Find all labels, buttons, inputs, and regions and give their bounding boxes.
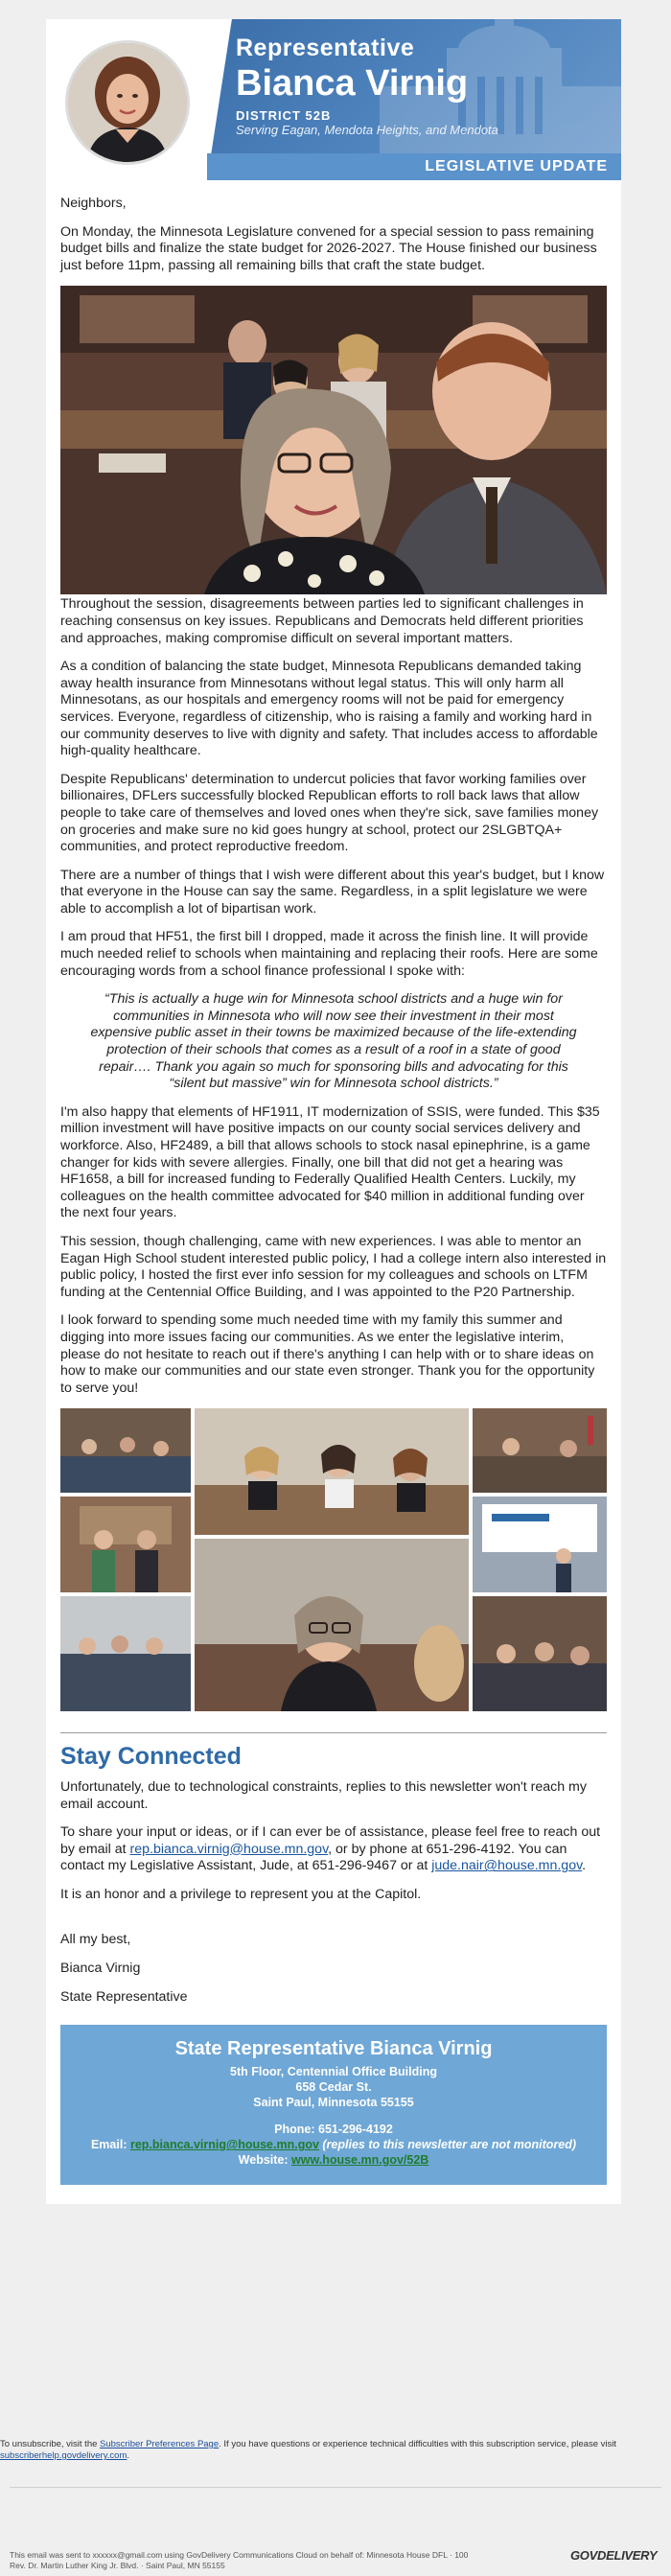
contact-address-line-3: Saint Paul, Minnesota 55155 bbox=[253, 2096, 414, 2110]
contact-address-line-2: 658 Cedar St. bbox=[295, 2080, 372, 2095]
photo-collage bbox=[60, 1408, 607, 1711]
subscriber-help-link[interactable]: subscriberhelp.govdelivery.com bbox=[0, 2450, 127, 2461]
contact-email-link[interactable]: rep.bianca.virnig@house.mn.gov bbox=[129, 2138, 319, 2152]
stay-connected-heading: Stay Connected bbox=[60, 1743, 242, 1771]
serving-area: Serving Eagan, Mendota Heights, and Mendota bbox=[236, 123, 498, 137]
selfie-photo bbox=[60, 286, 607, 594]
paragraph-bipartisan: There are a number of things that I wish were different about this year's budget, but I know that everyone in the House can say the same. Regardless, in a split legislature we were able to accomplish a lot of bipartisan work. bbox=[60, 867, 605, 917]
collage-photo-4 bbox=[195, 1408, 469, 1535]
footer-rule bbox=[10, 2487, 661, 2488]
contact-website-label: Website: bbox=[238, 2153, 292, 2168]
representative-portrait bbox=[65, 40, 190, 165]
unsubscribe-notice bbox=[0, 2439, 671, 2462]
sent-to-notice bbox=[10, 2550, 546, 2570]
unsub-text-3: . bbox=[127, 2450, 129, 2461]
signature-name: Bianca Virnig bbox=[60, 1961, 141, 1977]
paragraph-hf1911: I'm also happy that elements of HF1911, IT modernization of SSIS, were funded. This $35 million investment will have positive impacts on our county social services delivery and workforce. Also, HF2489, a bill that allows schools to stock nasal epinephrine, is a game changer for kids with severe allergies. Finally, one bill that did not get a hearing was HF1658, a bill for increased funding to Federally Qualified Health Centers. Luckily, my colleagues on the health committee advocated for $40 million in additional funding over the next four years. bbox=[60, 1103, 600, 1221]
intro-paragraph: On Monday, the Minnesota Legislature convened for a special session to pass remaining budget bills and finalize the state budget for 2026-2027. The House finished our business just before 11pm, passing all remaining bills that craft the state budget. bbox=[60, 223, 597, 273]
salutation: Neighbors, bbox=[60, 196, 127, 211]
collage-photo-1 bbox=[60, 1408, 191, 1493]
honor-paragraph: It is an honor and a privilege to represent you at the Capitol. bbox=[60, 1886, 422, 1902]
rep-email-link[interactable]: rep.bianca.virnig@house.mn.gov bbox=[129, 1841, 329, 1857]
unsub-text-1: To unsubscribe, visit the bbox=[0, 2439, 101, 2449]
paragraph-new-experiences: This session, though challenging, came with new experiences. I was able to mentor an Eagan High School student interested public policy, I had a college intern also interested in public policy, I hosted the first ever info session for my colleagues and schools on LTFM funding at the Centennial Office Building, and I was appointed to the P20 Partnership. bbox=[60, 1233, 607, 1300]
collage-photo-2 bbox=[60, 1497, 191, 1592]
newsletter-body bbox=[46, 180, 621, 2006]
signoff bbox=[60, 1932, 607, 2006]
collage-photo-3 bbox=[60, 1596, 191, 1711]
collage-photo-5 bbox=[195, 1539, 469, 1711]
collage-photo-8 bbox=[473, 1596, 607, 1711]
contact-email-note: (replies to this newsletter are not monitored) bbox=[318, 2138, 577, 2152]
legislative-update-badge: LEGISLATIVE UPDATE bbox=[207, 153, 621, 180]
sent-to-line-2: Rev. Dr. Martin Luther King Jr. Blvd. · Saint Paul, MN 55155 bbox=[10, 2560, 225, 2570]
collage-photo-6 bbox=[473, 1408, 607, 1493]
contact-website-line bbox=[60, 2152, 607, 2168]
stay-reply-notice: Unfortunately, due to technological constraints, replies to this newsletter won't reach my email account. bbox=[60, 1778, 587, 1812]
rep-name: Bianca Virnig bbox=[236, 63, 469, 104]
portrait-image bbox=[68, 43, 187, 162]
closing-line: All my best, bbox=[60, 1932, 131, 1948]
stay-contact-text-3: . bbox=[582, 1858, 587, 1874]
sent-to-line-1: This email was sent to xxxxxx@gmail.com using GovDelivery Communications Cloud on behalf of: Minnesota House DFL · 100 bbox=[10, 2550, 469, 2560]
header-banner bbox=[46, 19, 621, 180]
contact-email-label: Email: bbox=[90, 2138, 130, 2152]
assistant-email-link[interactable]: jude.nair@house.mn.gov bbox=[431, 1858, 583, 1874]
contact-address-line-1: 5th Floor, Centennial Office Building bbox=[230, 2065, 437, 2079]
paragraph-health-insurance: As a condition of balancing the state budget, Minnesota Republicans demanded taking away health insurance from Minnesotans without legal status. This will only harm all Minnesotans, as our hospitals and emergency rooms will not be paid for emergency services. Everyone, regardless of citizenship, who is raising a family and working hard in our community deserves to live with dignity and safety. That includes access to affordable high-quality healthcare. bbox=[60, 659, 598, 759]
newsletter bbox=[46, 19, 621, 2204]
govdelivery-logo-text: GOVDELIVERY bbox=[570, 2548, 658, 2563]
stay-contact-paragraph bbox=[60, 1824, 607, 1875]
contact-email-line bbox=[60, 2137, 607, 2152]
contact-website-link[interactable]: www.house.mn.gov/52B bbox=[291, 2153, 429, 2168]
signature-title: State Representative bbox=[60, 1988, 188, 2005]
collage-photo-7 bbox=[473, 1497, 607, 1592]
unsub-text-2: . If you have questions or experience technical difficulties with this subscription service, please visit bbox=[219, 2439, 616, 2449]
paragraph-closing: I look forward to spending some much needed time with my family this summer and digging into more issues facing our communities. As we enter the legislative interim, please do not hesitate to reach out if there's anything I can help with or to share ideas on how to make our communities and our state even stronger. Thank you for the opportunity to serve you! bbox=[60, 1312, 595, 1396]
section-divider bbox=[60, 1732, 607, 1733]
district-label: DISTRICT 52B bbox=[236, 108, 332, 123]
stay-contact-text-1: To share your input or ideas, or if I can ever be of assistance, please feel free to reach out by email at bbox=[60, 1824, 601, 1857]
school-finance-quote: “This is actually a huge win for Minnesota school districts and a huge win for communities in Minnesota who will now see their investment in their most expensive public asset in their towns be maximized because of the life-extending protection of their schools that comes as a result of a roof in a state of good repair…. Thank you again so much for sponsoring bills and advocating for this “silent but massive” win for Minnesota school districts.” bbox=[90, 991, 577, 1092]
contact-card bbox=[60, 2025, 607, 2185]
subscriber-preferences-link[interactable]: Subscriber Preferences Page bbox=[100, 2439, 220, 2449]
contact-phone: Phone: 651-296-4192 bbox=[274, 2123, 393, 2137]
stay-contact-text-2: , or by phone at 651-296-4192. You can contact my Legislative Assistant, Jude, at 651-296-9467 or at bbox=[60, 1841, 567, 1874]
rep-label: Representative bbox=[236, 35, 415, 61]
paragraph-hf51: I am proud that HF51, the first bill I dropped, made it across the finish line. It will provide much needed relief to schools when maintaining and replacing their roofs. Here are some encouraging words from a school finance professional I spoke with: bbox=[60, 929, 598, 979]
paragraph-blocked-efforts: Despite Republicans' determination to undercut policies that favor working families over billionaires, DFLers successfully blocked Republican efforts to roll back laws that allow people to take care of themselves and loved ones when they're sick, save families money on groceries and make sure no kid goes hungry at school, protect our 2SLGBTQA+ communities, and protect reproductive freedom. bbox=[60, 771, 599, 855]
contact-card-title: State Representative Bianca Virnig bbox=[174, 2038, 493, 2060]
paragraph-disagreements: Throughout the session, disagreements between parties led to significant challenges in reaching consensus on key issues. Republicans and Democrats held different priorities and approaches, making compromise difficult on several important matters. bbox=[60, 596, 584, 646]
govdelivery-logo bbox=[570, 2548, 657, 2563]
